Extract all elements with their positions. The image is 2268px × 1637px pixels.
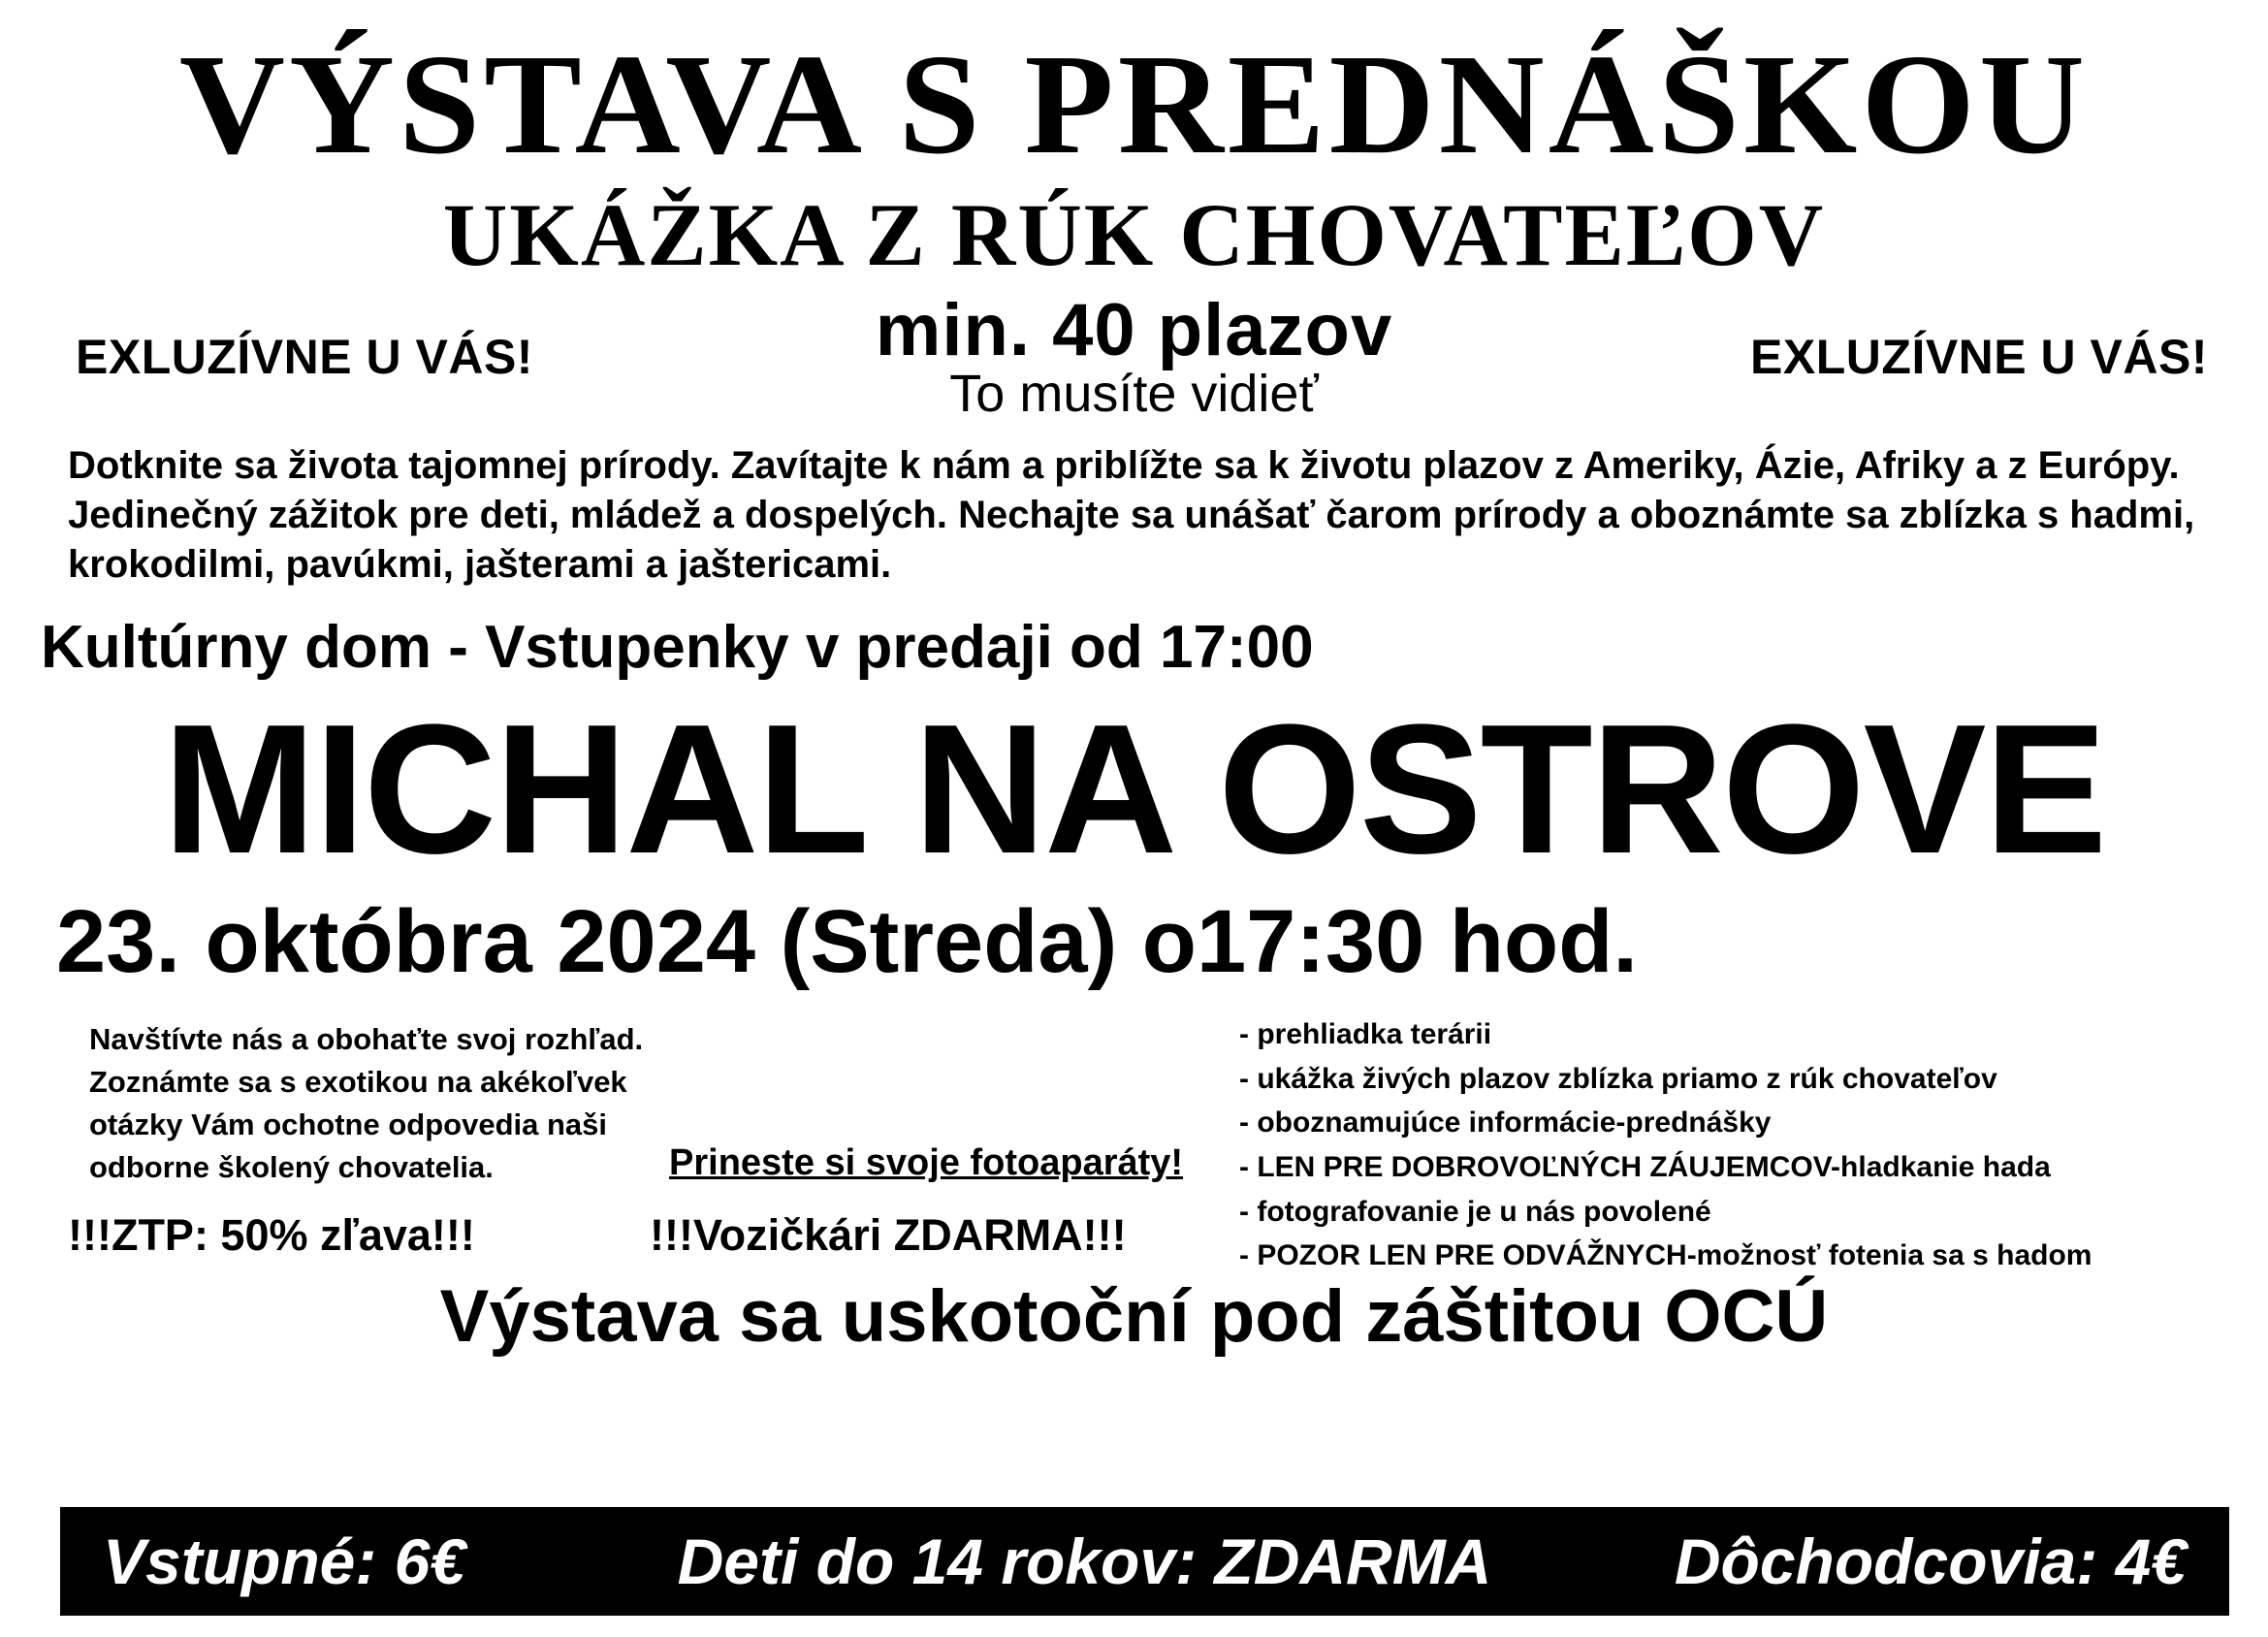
discount-row <box>68 1210 1212 1261</box>
list-item: - prehliadka terárii <box>1239 1018 1492 1051</box>
place-name: MICHAL NA OSTROVE <box>162 687 2106 893</box>
list-item: - oboznamujúce informácie-prednášky <box>1239 1107 1772 1139</box>
patronage-line: Výstava sa uskotoční pod záštitou OCÚ <box>439 1275 1829 1359</box>
price-bar <box>60 1507 2229 1616</box>
list-item: - POZOR LEN PRE ODVÁŽNYCH-možnosť fotenia sa s hadom <box>1239 1239 2092 1272</box>
bring-camera-note: Prineste si svoje fotoaparáty! <box>669 1142 1184 1184</box>
highlight-row <box>0 288 2268 424</box>
discount-wheelchair: !!!Vozičkári ZDARMA!!! <box>650 1210 1127 1261</box>
venue-line: Kultúrny dom - Vstupenky v predaji od 17:00 <box>41 614 1314 682</box>
info-left-text: Navštívte nás a obohaťte svoj rozhľad. Zoznámte sa s exotikou na akékoľvek otázky Vám ochotne odpovedia naši odborne školený chovatelia. <box>89 1022 644 1185</box>
list-item: - ukážka živých plazov zblízka priamo z rúk chovateľov <box>1239 1062 1997 1095</box>
event-date: 23. októbra 2024 (Streda) o17:30 hod. <box>56 892 1638 992</box>
info-section <box>0 1018 2268 1270</box>
price-children: Deti do 14 rokov: ZDARMA <box>677 1525 1492 1597</box>
list-item: - fotografovanie je u nás povolené <box>1239 1195 1711 1228</box>
tagline: To musíte vidieť <box>949 364 1319 423</box>
price-adult: Vstupné: 6€ <box>103 1525 466 1597</box>
event-poster <box>0 25 2268 1637</box>
exclusive-badge-left: EXLUZÍVNE U VÁS! <box>76 329 533 384</box>
program-bullets <box>1239 1012 2228 1278</box>
species-count: min. 40 plazov <box>875 288 1393 371</box>
price-seniors: Dôchodcovia: 4€ <box>1674 1525 2187 1597</box>
exclusive-badge-right: EXLUZÍVNE U VÁS! <box>1750 329 2208 384</box>
poster-title: VÝSTAVA S PREDNÁŠKOU <box>178 25 2090 184</box>
lead-paragraph: Dotknite sa života tajomnej prírody. Zavítajte k nám a priblížte sa k životu plazov z Ameriky, Ázie, Afriky a z Európy. Jedinečný zážitok pre deti, mládež a dospelých. Nechajte sa unášať čarom prírody a oboznámte sa zblízka s hadmi, krokodilmi, pavúkmi, jašterami a jaštericami. <box>68 443 2195 586</box>
list-item: - LEN PRE DOBROVOĽNÝCH ZÁUJEMCOV-hladkanie hada <box>1239 1150 2051 1183</box>
discount-ztp: !!!ZTP: 50% zľava!!! <box>68 1210 475 1261</box>
poster-subtitle: UKÁŽKA Z RÚK CHOVATEĽOV <box>442 185 1826 284</box>
